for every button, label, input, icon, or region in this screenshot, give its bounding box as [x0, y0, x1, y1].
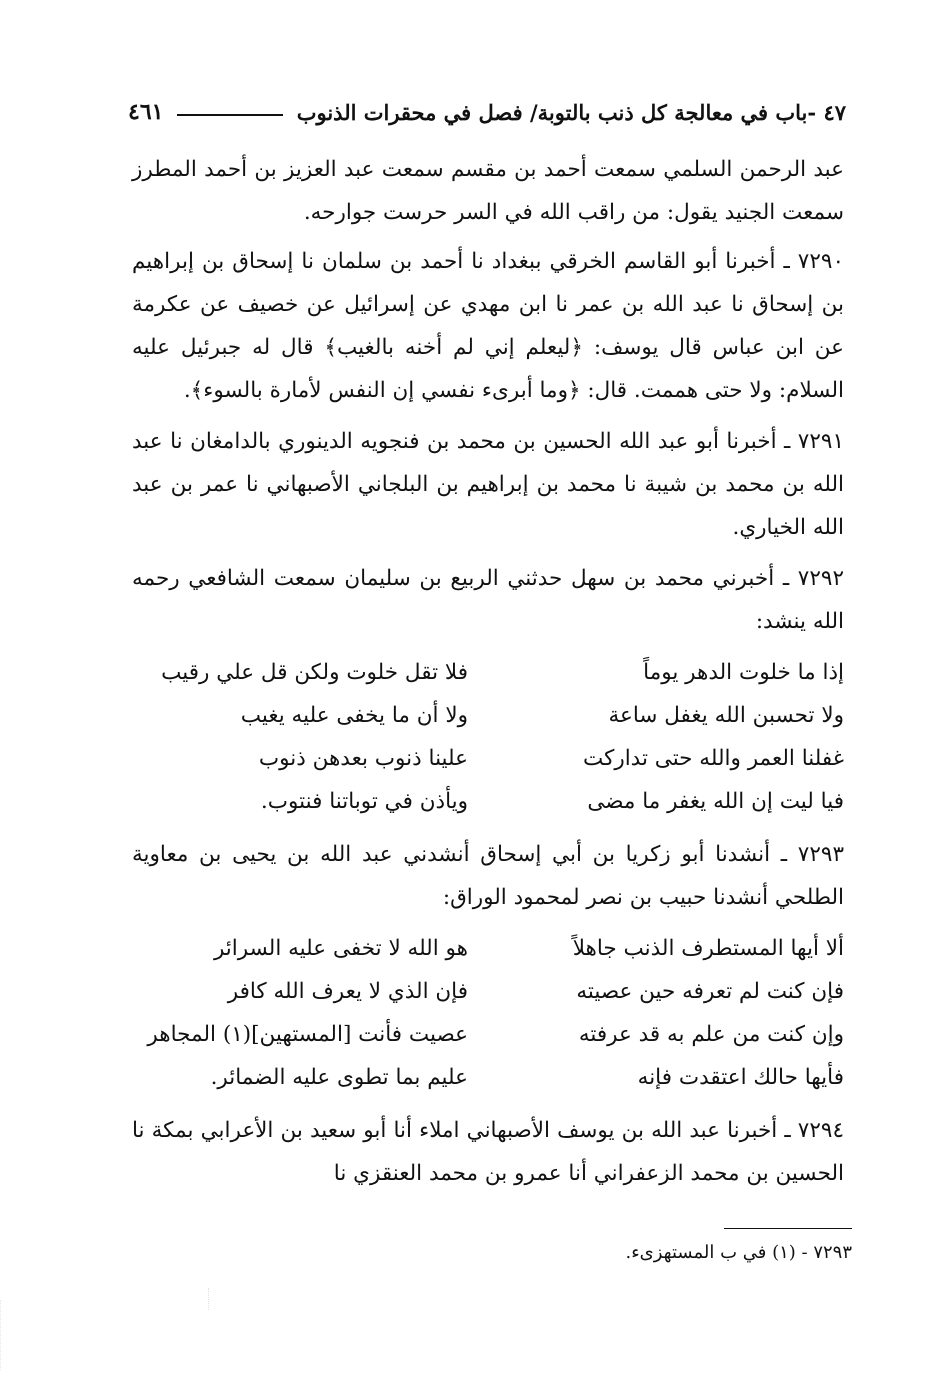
- page-number: ٤٦١: [128, 99, 164, 125]
- verse-2-first-hemistich: ولا تحسبن الله يغفل ساعة: [608, 703, 844, 728]
- paragraph-7290: ٧٢٩٠ ـ أخبرنا أبو القاسم الخرقي ببغداد نا أحمد بن سلمان نا إسحاق بن إبراهيم بن إسحاق نا عبد الله بن عمر نا ابن مهدي عن إسرائيل عن خصيف عن عكرمة عن ابن عباس قال يوسف: ﴿ليعلم إني لم أخنه بالغيب﴾ قال له جبرئيل عليه السلام: ولا حتى هممت. قال: ﴿وما أبرىء نفسي إن النفس لأمارة بالسوء﴾.: [132, 249, 844, 403]
- verse-4-second-hemistich: ويأذن في توباتنا فنتوب.: [260, 789, 468, 814]
- poem-shafii: [132, 651, 844, 823]
- verse-1-second-hemistich: هو الله لا تخفى عليه السرائر: [213, 936, 468, 961]
- running-title: ٤٧ -باب في معالجة كل ذنب بالتوبة/ فصل في محقرات الذنوب: [296, 99, 846, 125]
- verse-2-first-hemistich: فإن كنت لم تعرفه حين عصيته: [576, 979, 844, 1004]
- paragraph-7291: ٧٢٩١ ـ أخبرنا أبو عبد الله الحسين بن محمد بن فنجويه الدينوري بالدامغان نا عبد الله بن محمد بن شيبة نا محمد بن إبراهيم بن البلجاني الأصبهاني نا عمر بن عبد الله الخياري.: [132, 429, 844, 540]
- footnote-separator: [724, 1228, 852, 1229]
- scan-edge-mark: [0, 1300, 9, 1370]
- verse-3-second-hemistich: علينا ذنوب بعدهن ذنوب: [258, 746, 468, 771]
- verse-1-first-hemistich: إذا ما خلوت الدهر يوماً: [643, 660, 844, 685]
- poem-warraq: [132, 927, 844, 1099]
- paragraph-7294: ٧٢٩٤ ـ أخبرنا عبد الله بن يوسف الأصبهاني املاء أنا أبو سعيد بن الأعرابي بمكة نا الحسين بن محمد الزعفراني أنا عمرو بن محمد العنقزي نا: [132, 1118, 844, 1186]
- page-header: [128, 92, 846, 132]
- verse-4-first-hemistich: فأيها حالك اعتقدت فإنه: [637, 1065, 844, 1090]
- verse-4-second-hemistich: عليم بما تطوى عليه الضمائر.: [210, 1065, 468, 1090]
- main-text: [132, 148, 844, 1203]
- paragraph-7292: ٧٢٩٢ ـ أخبرني محمد بن سهل حدثني الربيع بن سليمان سمعت الشافعي رحمه الله ينشد:: [132, 566, 844, 634]
- footnote: ٧٢٩٣ - (١) في ب المستهزىء.: [625, 1242, 852, 1263]
- verse-3-second-hemistich: عصيت فأنت [المستهين](١) المجاهر: [147, 1022, 468, 1047]
- verse-3-first-hemistich: وإن كنت من علم به قد عرفته: [578, 1022, 844, 1047]
- scan-speck: [208, 1288, 223, 1310]
- verse-2-second-hemistich: ولا أن ما يخفى عليه يغيب: [240, 703, 468, 728]
- verse-2-second-hemistich: فإن الذي لا يعرف الله كافر: [227, 979, 468, 1004]
- paragraph-7293: ٧٢٩٣ ـ أنشدنا أبو زكريا بن أبي إسحاق أنشدني عبد الله بن يحيى بن معاوية الطلحي أنشدنا حبيب بن نصر لمحمود الوراق:: [132, 842, 844, 910]
- paragraph-intro: عبد الرحمن السلمي سمعت أحمد بن مقسم سمعت عبد العزيز بن أحمد المطرز سمعت الجنيد يقول: من راقب الله في السر حرست جوارحه.: [132, 157, 844, 225]
- header-rule: [177, 114, 282, 116]
- verse-3-first-hemistich: غفلنا العمر والله حتى تداركت: [582, 746, 844, 771]
- verse-1-second-hemistich: فلا تقل خلوت ولكن قل علي رقيب: [161, 660, 468, 685]
- verse-1-first-hemistich: ألا أيها المستطرف الذنب جاهلاً: [572, 936, 844, 961]
- verse-4-first-hemistich: فيا ليت إن الله يغفر ما مضى: [587, 789, 844, 814]
